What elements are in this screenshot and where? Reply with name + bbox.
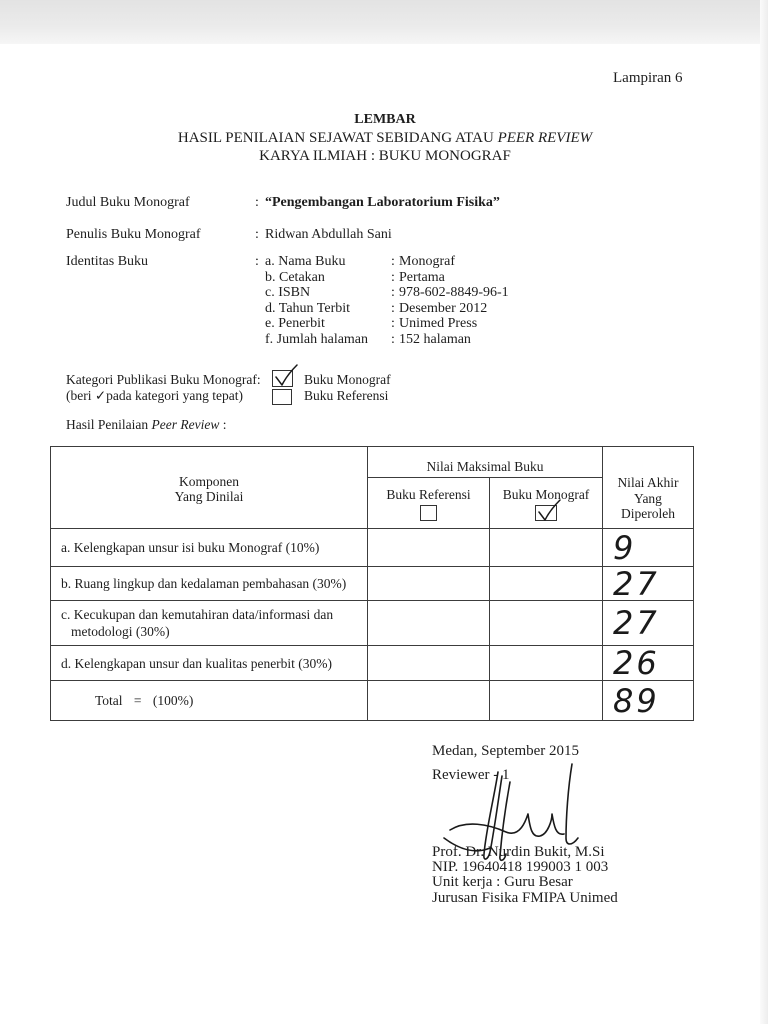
handwritten-score: 27 bbox=[613, 604, 660, 642]
final-score-cell bbox=[603, 601, 694, 646]
max-referensi-cell bbox=[368, 646, 490, 681]
final-score-header bbox=[603, 447, 694, 529]
total-score-cell bbox=[603, 681, 694, 721]
handwritten-total-score: 89 bbox=[613, 681, 660, 720]
table-row bbox=[51, 646, 694, 681]
table-total-row bbox=[51, 681, 694, 721]
review-label-text: Hasil Penilaian bbox=[66, 417, 149, 432]
identity-item-separator: : bbox=[391, 300, 395, 316]
category-option-referensi: Buku Referensi bbox=[304, 388, 389, 403]
reviewer-unit: Unit kerja : Guru Besar bbox=[432, 874, 573, 890]
identity-list bbox=[265, 254, 509, 348]
component-cell bbox=[51, 529, 368, 567]
component-cell bbox=[51, 567, 368, 601]
identity-item bbox=[265, 285, 509, 301]
component-cell bbox=[51, 646, 368, 681]
check-mark-icon bbox=[270, 362, 300, 390]
final-score-header-line: Nilai Akhir bbox=[617, 475, 679, 490]
book-identity-separator: : bbox=[255, 254, 259, 269]
book-title-value: “Pengembangan Laboratorium Fisika” bbox=[265, 195, 500, 210]
identity-item-value: Monograf bbox=[399, 254, 455, 269]
final-score-cell bbox=[603, 564, 694, 603]
identity-item-separator: : bbox=[391, 316, 395, 332]
identity-item-label: a. Nama Buku bbox=[265, 254, 346, 269]
identity-item-label: d. Tahun Terbit bbox=[265, 300, 351, 316]
book-title-separator: : bbox=[255, 195, 259, 210]
reviewer-department: Jurusan Fisika FMIPA Unimed bbox=[432, 890, 618, 906]
subtitle-text: HASIL PENILAIAN SEJAWAT SEBIDANG ATAU bbox=[177, 130, 494, 146]
identity-item-label: c. ISBN bbox=[265, 285, 311, 301]
category-label: Kategori Publikasi Buku Monograf: bbox=[66, 372, 261, 387]
book-title-label: Judul Buku Monograf bbox=[66, 195, 190, 210]
max-column-checkbox-monograf bbox=[535, 505, 557, 521]
max-monograf-cell bbox=[490, 681, 603, 721]
max-monograf-cell bbox=[490, 646, 603, 681]
document-header bbox=[2, 111, 768, 165]
max-monograf-cell bbox=[490, 567, 603, 601]
max-referensi-cell bbox=[368, 529, 490, 567]
table-row bbox=[51, 601, 694, 646]
component-header bbox=[51, 447, 368, 529]
category-option-monograf: Buku Monograf bbox=[304, 372, 391, 387]
final-score-header-line: Yang bbox=[634, 490, 662, 506]
identity-item bbox=[265, 316, 509, 332]
review-score-table bbox=[50, 446, 694, 721]
reviewer-name: Prof. Dr. Nurdin Bukit, M.Si bbox=[432, 844, 605, 860]
identity-item-separator: : bbox=[391, 285, 395, 301]
identity-item bbox=[265, 270, 509, 286]
work-type: KARYA ILMIAH : BUKU MONOGRAF bbox=[259, 148, 511, 164]
component-cell bbox=[51, 601, 368, 646]
final-score-cell bbox=[603, 529, 694, 567]
handwritten-score: 26 bbox=[613, 644, 660, 682]
category-checkbox-monograf bbox=[272, 370, 293, 387]
max-column-monograf bbox=[490, 478, 603, 529]
identity-item-label: b. Cetakan bbox=[265, 269, 325, 285]
max-monograf-cell bbox=[490, 601, 603, 646]
table-row bbox=[51, 529, 694, 567]
total-label: Total = (100%) bbox=[51, 681, 368, 721]
max-score-header: Nilai Maksimal Buku bbox=[368, 447, 603, 478]
reviewer-role: Reviewer - 1 bbox=[432, 767, 510, 783]
max-referensi-cell bbox=[368, 567, 490, 601]
component-text: d. Kelengkapan unsur dan kualitas penerbit (30%) bbox=[61, 655, 333, 671]
component-header-line: Yang Dinilai bbox=[174, 489, 244, 504]
max-column-referensi bbox=[368, 478, 490, 529]
component-text: c. Kecukupan dan kemutahiran data/informasi dan bbox=[61, 607, 334, 622]
check-mark-icon bbox=[533, 497, 563, 525]
book-author-value: Ridwan Abdullah Sani bbox=[265, 227, 392, 242]
document-subtitle bbox=[2, 129, 768, 147]
table-row bbox=[51, 567, 694, 601]
place-date: Medan, September 2015 bbox=[432, 743, 580, 759]
max-referensi-cell bbox=[368, 681, 490, 721]
review-label-separator: : bbox=[222, 417, 227, 432]
book-author-separator: : bbox=[255, 227, 259, 242]
scan-edge-top bbox=[0, 0, 768, 44]
review-label-italic: Peer Review bbox=[151, 417, 220, 432]
max-referensi-cell bbox=[368, 601, 490, 646]
max-column-checkbox-referensi bbox=[420, 505, 437, 521]
final-score-cell bbox=[603, 646, 694, 681]
identity-item bbox=[265, 254, 509, 270]
identity-item bbox=[265, 301, 509, 317]
subtitle-italic-text: PEER REVIEW bbox=[497, 130, 593, 146]
component-text-continued: metodologi (30%) bbox=[71, 624, 170, 639]
max-column-label: Buku Referensi bbox=[386, 487, 471, 502]
max-monograf-cell bbox=[490, 529, 603, 567]
identity-item bbox=[265, 332, 509, 348]
reviewer-signature bbox=[440, 758, 600, 870]
book-identity-label: Identitas Buku bbox=[66, 254, 149, 269]
document-title: LEMBAR bbox=[354, 112, 416, 127]
handwritten-score: 9 bbox=[613, 528, 637, 567]
category-checkbox-referensi bbox=[272, 389, 292, 405]
identity-item-separator: : bbox=[391, 254, 395, 269]
identity-item-value: 978-602-8849-96-1 bbox=[399, 285, 509, 301]
identity-item-label: e. Penerbit bbox=[265, 316, 325, 332]
max-column-label: Buku Monograf bbox=[502, 487, 590, 502]
component-text: a. Kelengkapan unsur isi buku Monograf (10%) bbox=[61, 540, 320, 555]
table-header-row bbox=[51, 447, 694, 478]
identity-item-value: Desember 2012 bbox=[399, 300, 488, 316]
identity-item-separator: : bbox=[391, 331, 395, 347]
handwritten-score: 27 bbox=[613, 564, 660, 603]
identity-item-value: 152 halaman bbox=[399, 331, 471, 347]
identity-item-value: Unimed Press bbox=[399, 316, 478, 332]
attachment-label: Lampiran 6 bbox=[613, 70, 683, 86]
final-score-header-line: Diperoleh bbox=[621, 506, 675, 521]
reviewer-nip: NIP. 19640418 199003 1 003 bbox=[432, 859, 609, 875]
component-header-line: Komponen bbox=[179, 474, 239, 489]
identity-item-label: f. Jumlah halaman bbox=[265, 331, 369, 347]
category-hint: (beri ✓pada kategori yang tepat) bbox=[66, 388, 243, 403]
component-text: b. Ruang lingkup dan kedalaman pembahasan (30%) bbox=[61, 576, 347, 591]
book-author-label: Penulis Buku Monograf bbox=[66, 227, 201, 242]
review-result-label bbox=[66, 417, 226, 433]
identity-item-separator: : bbox=[391, 269, 395, 285]
identity-item-value: Pertama bbox=[399, 269, 445, 285]
